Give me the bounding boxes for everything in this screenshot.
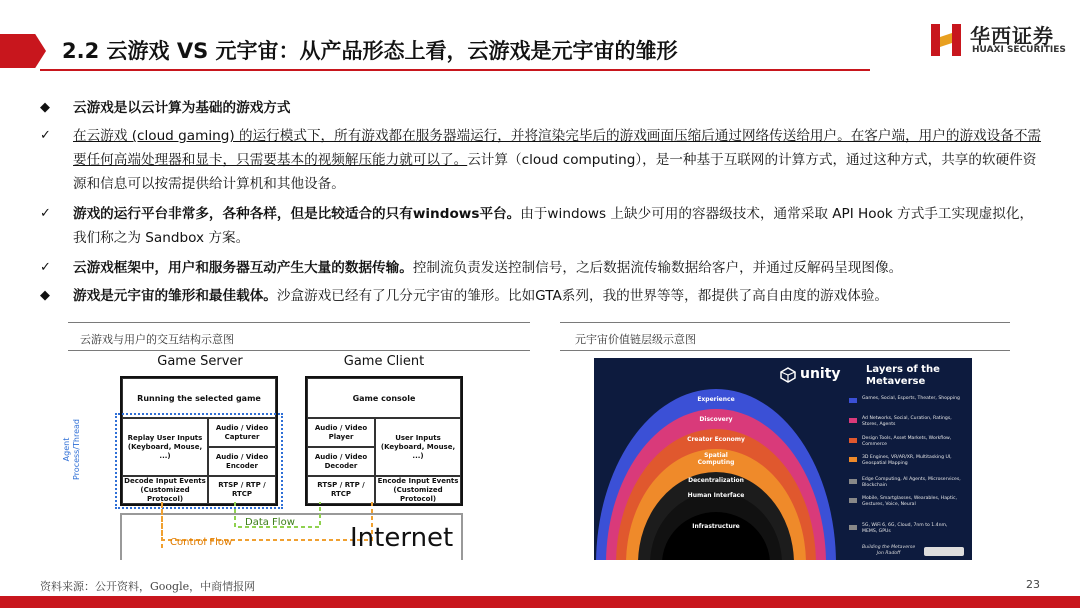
server-rtsp-cell: RTSP / RTP / RTCP bbox=[208, 476, 276, 504]
layer-discovery-label: Discovery bbox=[699, 416, 733, 423]
game-client-label: Game Client bbox=[343, 354, 425, 369]
layer-infrastructure-desc: 5G, WiFi 6, 6G, Cloud, 7nm to 1.4nm, MEMS, GPUs bbox=[862, 523, 948, 534]
layer-link-marker bbox=[849, 457, 857, 462]
metaverse-layers-image bbox=[594, 358, 972, 560]
layer-spatial-computing-desc: 3D Engines, VR/AR/XR, Multitasking UI, Geospatial Mapping bbox=[862, 455, 952, 466]
bullet-text-plain: 控制流负责发送控制信号，之后数据流传输数据给客户，并通过反解码呈现图像。 bbox=[412, 260, 903, 276]
layer-experience-desc: Games, Social, Esports, Theater, Shopping bbox=[862, 396, 960, 401]
bullet-text-bold: 游戏的运行平台非常多，各种各样，但是比较适合的只有windows平台。 bbox=[73, 206, 521, 222]
layer-link-marker bbox=[849, 398, 857, 403]
internet-label: Internet bbox=[350, 523, 454, 553]
bullet-text bbox=[73, 256, 1043, 280]
layer-human-interface-desc: Mobile, Smartglasses, Wearables, Haptic, Gestures, Voice, Neural bbox=[862, 496, 958, 507]
layer-infrastructure-label: Infrastructure bbox=[692, 523, 740, 530]
layer-spatial-computing-label: Spatial Computing bbox=[697, 452, 735, 466]
layer-link-marker bbox=[849, 438, 857, 443]
credit-line-2: Jon Radoff bbox=[876, 550, 901, 556]
bullet-text-plain: 云计算（cloud computing），是一种基于互联网的计算方式，通过这种方式，共享的软硬件资源和信息可以按需提供给计算机和其他设备。 bbox=[73, 152, 1037, 192]
replay-inputs-cell: Replay User Inputs (Keyboard, Mouse, ...) bbox=[122, 418, 208, 476]
client-rtsp-cell: RTSP / RTP / RTCP bbox=[307, 476, 375, 504]
layer-creator-economy-desc: Design Tools, Asset Markets, Workflow, Commerce bbox=[862, 436, 952, 447]
bullet-text: 云游戏是以云计算为基础的游戏方式 bbox=[73, 100, 291, 116]
bullet-text-bold: 游戏是元宇宙的雏形和最佳载体。 bbox=[73, 288, 277, 304]
bullet-text-underlined: 在云游戏 (cloud gaming) 的运行模式下，所有游戏都在服务器端运行，并将渲染完毕后的游戏画面压缩后通过网络传送给用户。在客户端，用户的游戏设备不需要任何高端处理器和显卡，只需要基本的视频解压能力就可以了。 bbox=[73, 128, 1042, 168]
bullet-text bbox=[73, 124, 1043, 196]
unity-logo-icon bbox=[780, 367, 796, 383]
bullet-text-bold: 云游戏框架中，用户和服务器互动产生大量的数据传输。 bbox=[73, 260, 413, 276]
figure-right-caption: 元宇宙价值链层级示意图 bbox=[575, 333, 696, 346]
layer-link-marker bbox=[849, 479, 857, 484]
image-credit bbox=[862, 545, 915, 556]
game-server-label: Game Server bbox=[157, 354, 243, 369]
agent-process-label bbox=[62, 419, 82, 480]
encode-input-events-cell: Encode Input Events (Customized Protocol) bbox=[375, 476, 461, 504]
user-inputs-cell: User Inputs (Keyboard, Mouse, ...) bbox=[375, 418, 461, 476]
diamond-bullet-icon: ◆ bbox=[40, 100, 50, 115]
decode-input-events-cell: Decode Input Events (Customized Protocol) bbox=[122, 476, 208, 504]
av-decoder-cell: Audio / Video Decoder bbox=[307, 447, 375, 476]
source-note: 资料来源：公开资料，Google，中商情报网 bbox=[40, 580, 256, 593]
bullet-text bbox=[73, 284, 1043, 308]
layer-discovery-desc: Ad Networks, Social, Curation, Ratings, Stores, Agents bbox=[862, 416, 952, 427]
bullet-text-plain: 沙盒游戏已经有了几分元宇宙的雏形。比如GTA系列，我的世界等等，都提供了高自由度的游戏体验。 bbox=[276, 288, 889, 304]
title-underline bbox=[40, 69, 870, 71]
bullet-text-plain: 由于windows 上缺少可用的容器级技术，通常采取 API Hook 方式手工实现虚拟化，我们称之为 Sandbox 方案。 bbox=[73, 206, 1034, 246]
process-thread-label: Process/Thread bbox=[72, 418, 81, 480]
control-flow-label: Control Flow bbox=[170, 537, 233, 548]
figure-left-bottom-rule bbox=[68, 350, 530, 351]
av-capturer-cell: Audio / Video Capturer bbox=[208, 418, 276, 447]
bullet-item bbox=[40, 202, 1040, 250]
client-console-cell: Game console bbox=[307, 378, 461, 418]
page-number: 23 bbox=[1026, 578, 1040, 591]
heading-line-1: Layers of the bbox=[866, 364, 940, 375]
layer-creator-economy-label: Creator Economy bbox=[687, 436, 745, 443]
layer-link-marker bbox=[849, 525, 857, 530]
logo-chinese-name: 华西证券 bbox=[970, 24, 1054, 48]
layer-link-marker bbox=[849, 418, 857, 423]
data-flow-label: Data Flow bbox=[245, 517, 295, 528]
check-bullet-icon: ✓ bbox=[40, 128, 51, 143]
metaverse-heading bbox=[866, 364, 940, 388]
check-bullet-icon: ✓ bbox=[40, 260, 51, 275]
logo-english-name: HUAXI SECURITIES bbox=[972, 45, 1066, 55]
bullet-text bbox=[73, 202, 1043, 250]
figure-right-top-rule bbox=[560, 322, 1010, 323]
title-chevron bbox=[0, 34, 46, 68]
huaxi-logo-icon bbox=[931, 24, 961, 56]
figure-right-bottom-rule bbox=[560, 350, 1010, 351]
agent-label: Agent bbox=[62, 437, 71, 462]
heading-line-2: Metaverse bbox=[866, 376, 926, 387]
diamond-bullet-icon: ◆ bbox=[40, 288, 50, 303]
cc-license-badge-icon bbox=[924, 547, 964, 556]
av-player-cell: Audio / Video Player bbox=[307, 418, 375, 447]
layer-decentralization-desc: Edge Computing, AI Agents, Microservices, Blockchain bbox=[862, 477, 961, 488]
bullet-item bbox=[40, 124, 1040, 196]
server-running-game-cell: Running the selected game bbox=[122, 378, 276, 418]
layer-decentralization-label: Decentralization bbox=[688, 477, 744, 484]
layer-link-marker bbox=[849, 498, 857, 503]
figure-left-caption: 云游戏与用户的交互结构示意图 bbox=[80, 333, 234, 346]
credit-line-1: Building the Metaverse bbox=[862, 545, 916, 550]
page-title: 2.2 云游戏 VS 元宇宙：从产品形态上看，云游戏是元宇宙的雏形 bbox=[62, 39, 678, 63]
check-bullet-icon: ✓ bbox=[40, 206, 51, 221]
layer-human-interface-label: Human Interface bbox=[687, 492, 745, 499]
unity-brand: unity bbox=[800, 366, 841, 382]
av-encoder-cell: Audio / Video Encoder bbox=[208, 447, 276, 476]
footer-bar bbox=[0, 596, 1080, 608]
figure-left-top-rule bbox=[68, 322, 530, 323]
layer-experience-label: Experience bbox=[697, 396, 735, 403]
